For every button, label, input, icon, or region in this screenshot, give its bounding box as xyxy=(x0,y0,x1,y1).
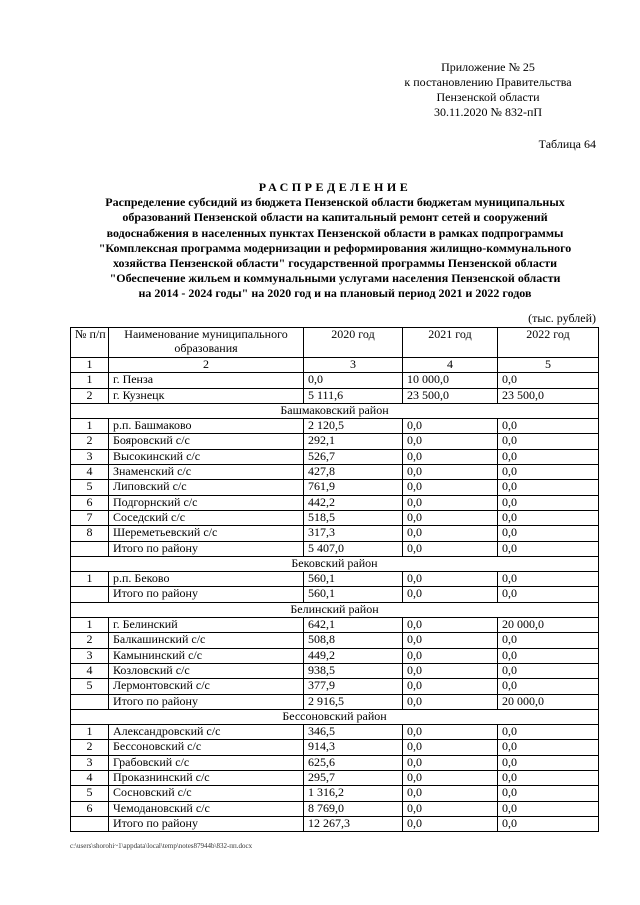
value-2021: 0,0 xyxy=(403,587,498,602)
value-2021: 0,0 xyxy=(403,618,498,633)
value-2022: 0,0 xyxy=(498,801,599,816)
value-2022: 0,0 xyxy=(498,725,599,740)
col-number: 1 xyxy=(71,358,109,373)
distribution-table xyxy=(70,327,599,832)
row-number: 7 xyxy=(71,510,109,525)
district-header-row xyxy=(71,403,599,418)
value-2021: 0,0 xyxy=(403,526,498,541)
value-2020: 292,1 xyxy=(304,434,403,449)
table-row xyxy=(71,725,599,740)
table-row xyxy=(71,694,599,709)
municipality-name: р.п. Башмаково xyxy=(109,419,304,434)
table-row xyxy=(71,388,599,403)
value-2022: 0,0 xyxy=(498,465,599,480)
row-number: 4 xyxy=(71,771,109,786)
district-name: Бековский район xyxy=(71,556,599,571)
district-header-row xyxy=(71,709,599,724)
value-2020: 2 120,5 xyxy=(304,419,403,434)
document-title xyxy=(70,180,600,302)
row-number: 3 xyxy=(71,449,109,464)
title-line: образований Пензенской области на капитальный ремонт сетей и сооружений xyxy=(122,210,548,225)
district-header-row xyxy=(71,602,599,617)
value-2022: 0,0 xyxy=(498,495,599,510)
value-2021: 0,0 xyxy=(403,419,498,434)
table-header-row xyxy=(71,328,599,358)
value-2021: 0,0 xyxy=(403,786,498,801)
row-number: 4 xyxy=(71,465,109,480)
value-2022: 0,0 xyxy=(498,572,599,587)
header-2022: 2022 год xyxy=(498,328,599,358)
municipality-name: Шереметьевский с/с xyxy=(109,526,304,541)
row-number: 1 xyxy=(71,725,109,740)
district-header-row xyxy=(71,556,599,571)
title-line: на 2014 - 2024 годы" на 2020 год и на плановый период 2021 и 2022 годов xyxy=(138,286,532,301)
municipality-name: Сосновский с/с xyxy=(109,786,304,801)
value-2020: 642,1 xyxy=(304,618,403,633)
table-row xyxy=(71,572,599,587)
value-2022: 20 000,0 xyxy=(498,618,599,633)
value-2022: 0,0 xyxy=(498,510,599,525)
value-2022: 0,0 xyxy=(498,480,599,495)
header-2020: 2020 год xyxy=(304,328,403,358)
table-row xyxy=(71,465,599,480)
value-2020: 346,5 xyxy=(304,725,403,740)
row-number: 5 xyxy=(71,786,109,801)
municipality-name: Проказнинский с/с xyxy=(109,771,304,786)
municipality-name: Балкашинский с/с xyxy=(109,633,304,648)
value-2021: 0,0 xyxy=(403,801,498,816)
table-row xyxy=(71,648,599,663)
appendix-line: Пензенской области xyxy=(436,90,540,104)
value-2021: 0,0 xyxy=(403,816,498,831)
value-2022: 0,0 xyxy=(498,786,599,801)
row-number: 4 xyxy=(71,663,109,678)
value-2021: 0,0 xyxy=(403,771,498,786)
municipality-name: Соседский с/с xyxy=(109,510,304,525)
title-line: хозяйства Пензенской области" государственной программы Пензенской области xyxy=(112,256,558,271)
municipality-name: Итого по району xyxy=(109,816,304,831)
value-2020: 761,9 xyxy=(304,480,403,495)
value-2022: 0,0 xyxy=(498,740,599,755)
col-number: 2 xyxy=(109,358,304,373)
value-2022: 23 500,0 xyxy=(498,388,599,403)
value-2022: 20 000,0 xyxy=(498,694,599,709)
district-name: Башмаковский район xyxy=(71,403,599,418)
value-2020: 914,3 xyxy=(304,740,403,755)
table-body xyxy=(71,373,599,832)
value-2021: 0,0 xyxy=(403,541,498,556)
value-2021: 0,0 xyxy=(403,740,498,755)
value-2021: 0,0 xyxy=(403,449,498,464)
table-row xyxy=(71,480,599,495)
value-2020: 12 267,3 xyxy=(304,816,403,831)
value-2022: 0,0 xyxy=(498,663,599,678)
row-number: 6 xyxy=(71,495,109,510)
table-row xyxy=(71,816,599,831)
units-label: (тыс. рублей) xyxy=(528,311,596,325)
table-row xyxy=(71,449,599,464)
value-2020: 377,9 xyxy=(304,679,403,694)
table-row xyxy=(71,434,599,449)
value-2022: 0,0 xyxy=(498,771,599,786)
value-2022: 0,0 xyxy=(498,541,599,556)
row-number: 1 xyxy=(71,373,109,388)
row-number: 5 xyxy=(71,679,109,694)
row-number: 3 xyxy=(71,648,109,663)
value-2021: 0,0 xyxy=(403,465,498,480)
value-2022: 0,0 xyxy=(498,679,599,694)
municipality-name: Подгорнский с/с xyxy=(109,495,304,510)
table-row xyxy=(71,679,599,694)
value-2022: 0,0 xyxy=(498,449,599,464)
value-2021: 0,0 xyxy=(403,495,498,510)
value-2021: 0,0 xyxy=(403,572,498,587)
title-line: "Комплексная программа модернизации и реформирования жилищно-коммунального xyxy=(98,240,572,255)
district-name: Бессоновский район xyxy=(71,709,599,724)
value-2021: 0,0 xyxy=(403,633,498,648)
value-2020: 427,8 xyxy=(304,465,403,480)
file-path-footer: c:\users\shorohi~1\appdata\local\temp\notes87944b\832-пп.docx xyxy=(70,842,253,850)
municipality-name: Лермонтовский с/с xyxy=(109,679,304,694)
col-number: 4 xyxy=(403,358,498,373)
municipality-name: г. Кузнецк xyxy=(109,388,304,403)
value-2021: 0,0 xyxy=(403,480,498,495)
value-2021: 0,0 xyxy=(403,755,498,770)
value-2020: 508,8 xyxy=(304,633,403,648)
value-2020: 518,5 xyxy=(304,510,403,525)
table-number: Таблица 64 xyxy=(538,137,596,151)
table-row xyxy=(71,771,599,786)
table-row xyxy=(71,633,599,648)
value-2021: 0,0 xyxy=(403,663,498,678)
value-2022: 0,0 xyxy=(498,434,599,449)
municipality-name: Итого по району xyxy=(109,694,304,709)
row-number: 2 xyxy=(71,740,109,755)
value-2021: 0,0 xyxy=(403,648,498,663)
col-number: 5 xyxy=(498,358,599,373)
value-2020: 938,5 xyxy=(304,663,403,678)
appendix-line: 30.11.2020 № 832-пП xyxy=(433,105,543,119)
value-2022: 0,0 xyxy=(498,816,599,831)
row-number xyxy=(71,587,109,602)
table-row xyxy=(71,663,599,678)
appendix-block xyxy=(378,60,598,120)
value-2021: 0,0 xyxy=(403,434,498,449)
municipality-name: Грабовский с/с xyxy=(109,755,304,770)
municipality-name: Бояровский с/с xyxy=(109,434,304,449)
value-2021: 0,0 xyxy=(403,510,498,525)
table-row xyxy=(71,526,599,541)
table-row xyxy=(71,541,599,556)
value-2020: 317,3 xyxy=(304,526,403,541)
row-number: 1 xyxy=(71,419,109,434)
municipality-name: Итого по району xyxy=(109,587,304,602)
municipality-name: Липовский с/с xyxy=(109,480,304,495)
col-number: 3 xyxy=(304,358,403,373)
value-2020: 0,0 xyxy=(304,373,403,388)
value-2020: 295,7 xyxy=(304,771,403,786)
value-2020: 526,7 xyxy=(304,449,403,464)
title-line: Распределение субсидий из бюджета Пензенской области бюджетам муниципальных xyxy=(105,195,565,210)
row-number: 5 xyxy=(71,480,109,495)
value-2021: 0,0 xyxy=(403,679,498,694)
value-2022: 0,0 xyxy=(498,648,599,663)
value-2020: 560,1 xyxy=(304,587,403,602)
table-row xyxy=(71,801,599,816)
municipality-name: Камынинский с/с xyxy=(109,648,304,663)
value-2020: 449,2 xyxy=(304,648,403,663)
row-number: 6 xyxy=(71,801,109,816)
row-number xyxy=(71,694,109,709)
value-2020: 5 407,0 xyxy=(304,541,403,556)
value-2022: 0,0 xyxy=(498,373,599,388)
municipality-name: Бессоновский с/с xyxy=(109,740,304,755)
column-number-row xyxy=(71,358,599,373)
value-2022: 0,0 xyxy=(498,419,599,434)
value-2020: 442,2 xyxy=(304,495,403,510)
table-row xyxy=(71,419,599,434)
table-row xyxy=(71,755,599,770)
municipality-name: г. Пенза xyxy=(109,373,304,388)
row-number xyxy=(71,816,109,831)
value-2022: 0,0 xyxy=(498,526,599,541)
value-2021: 23 500,0 xyxy=(403,388,498,403)
district-name: Белинский район xyxy=(71,602,599,617)
value-2020: 1 316,2 xyxy=(304,786,403,801)
row-number: 2 xyxy=(71,388,109,403)
value-2021: 0,0 xyxy=(403,725,498,740)
header-num: № п/п xyxy=(71,328,109,358)
table-row xyxy=(71,740,599,755)
header-name: Наименование муниципального образования xyxy=(109,328,304,358)
table-row xyxy=(71,587,599,602)
municipality-name: Чемодановский с/с xyxy=(109,801,304,816)
title-heading: РАСПРЕДЕЛЕНИЕ xyxy=(258,180,412,194)
value-2020: 625,6 xyxy=(304,755,403,770)
title-line: водоснабжения в населенных пунктах Пензенской области в рамках подпрограммы xyxy=(106,225,564,240)
municipality-name: Знаменский с/с xyxy=(109,465,304,480)
value-2020: 5 111,6 xyxy=(304,388,403,403)
table-row xyxy=(71,373,599,388)
municipality-name: Итого по району xyxy=(109,541,304,556)
value-2020: 8 769,0 xyxy=(304,801,403,816)
table-row xyxy=(71,618,599,633)
value-2021: 10 000,0 xyxy=(403,373,498,388)
table-row xyxy=(71,495,599,510)
header-2021: 2021 год xyxy=(403,328,498,358)
table-row xyxy=(71,510,599,525)
municipality-name: г. Белинский xyxy=(109,618,304,633)
municipality-name: Александровский с/с xyxy=(109,725,304,740)
value-2020: 560,1 xyxy=(304,572,403,587)
value-2022: 0,0 xyxy=(498,755,599,770)
row-number: 2 xyxy=(71,434,109,449)
value-2021: 0,0 xyxy=(403,694,498,709)
row-number xyxy=(71,541,109,556)
row-number: 1 xyxy=(71,618,109,633)
row-number: 8 xyxy=(71,526,109,541)
row-number: 3 xyxy=(71,755,109,770)
municipality-name: Высокинский с/с xyxy=(109,449,304,464)
appendix-line: Приложение № 25 xyxy=(441,60,535,74)
value-2022: 0,0 xyxy=(498,633,599,648)
value-2022: 0,0 xyxy=(498,587,599,602)
municipality-name: р.п. Беково xyxy=(109,572,304,587)
row-number: 1 xyxy=(71,572,109,587)
row-number: 2 xyxy=(71,633,109,648)
table-row xyxy=(71,786,599,801)
appendix-line: к постановлению Правительства xyxy=(404,75,572,89)
municipality-name: Козловский с/с xyxy=(109,663,304,678)
title-line: "Обеспечение жильем и коммунальными услугами населения Пензенской области xyxy=(109,271,561,286)
value-2020: 2 916,5 xyxy=(304,694,403,709)
